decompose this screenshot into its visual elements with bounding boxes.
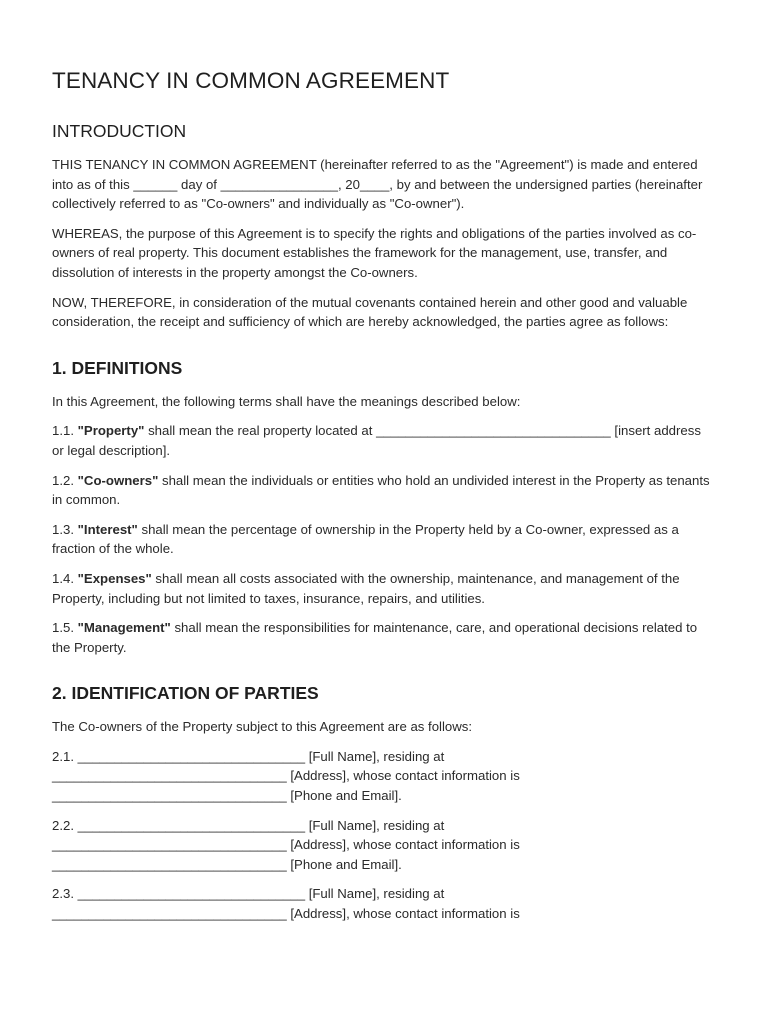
document-title: TENANCY IN COMMON AGREEMENT (52, 68, 450, 93)
party-item: 2.2. _______________________________ [Full Name], residing at ________________________________ [Address], whose contact information is ________________________________ [Phone and Email]. (52, 817, 520, 872)
intro-paragraph-1: THIS TENANCY IN COMMON AGREEMENT (hereinafter referred to as the "Agreement") is made and entered into as of this ______ day of ________________, 20____, by and between the undersigned parties (hereinafter collectively referred to as "Co-owners" and individually as "Co-owner"). (52, 157, 703, 212)
parties-section (52, 683, 710, 923)
definitions-section (52, 358, 710, 658)
definition-item: 1.1. "Property" shall mean the real property located at ________________________________ [insert address or legal description]. (52, 423, 701, 458)
definition-item: 1.3. "Interest" shall mean the percentage of ownership in the Property held by a Co-owner, expressed as a fraction of the whole. (52, 521, 679, 557)
introduction-section (52, 121, 710, 332)
parties-intro: The Co-owners of the Property subject to this Agreement are as follows: (52, 719, 473, 735)
intro-paragraph-2: WHEREAS, the purpose of this Agreement is to specify the rights and obligations of the parties involved as co-owners of real property. This document establishes the framework for the management, use, transfer, and dissolution of interests in the property amongst the Co-owners. (52, 225, 697, 280)
party-item: 2.1. _______________________________ [Full Name], residing at ________________________________ [Address], whose contact information is ________________________________ [Phone and Email]. (52, 748, 520, 804)
definition-item: 1.5. "Management" shall mean the responsibilities for maintenance, care, and operational decisions related to the Property. (52, 620, 698, 655)
intro-paragraph-3: NOW, THEREFORE, in consideration of the mutual covenants contained herein and other good and valuable consideration, the receipt and sufficiency of which are hereby acknowledged, the parties agree as follows: (52, 294, 688, 330)
party-item: 2.3. _______________________________ [Full Name], residing at ________________________________ [Address], whose contact information is (52, 886, 520, 922)
parties-heading: 2. IDENTIFICATION OF PARTIES (52, 683, 319, 704)
definitions-heading: 1. DEFINITIONS (52, 357, 183, 378)
definition-item: 1.4. "Expenses" shall mean all costs associated with the ownership, maintenance, and management of the Property, including but not limited to taxes, insurance, repairs, and utilities. (52, 570, 680, 606)
definition-item: 1.2. "Co-owners" shall mean the individuals or entities who hold an undivided interest in the Property as tenants in common. (52, 472, 710, 508)
definitions-intro: In this Agreement, the following terms shall have the meanings described below: (52, 393, 521, 409)
introduction-heading: INTRODUCTION (52, 121, 187, 141)
